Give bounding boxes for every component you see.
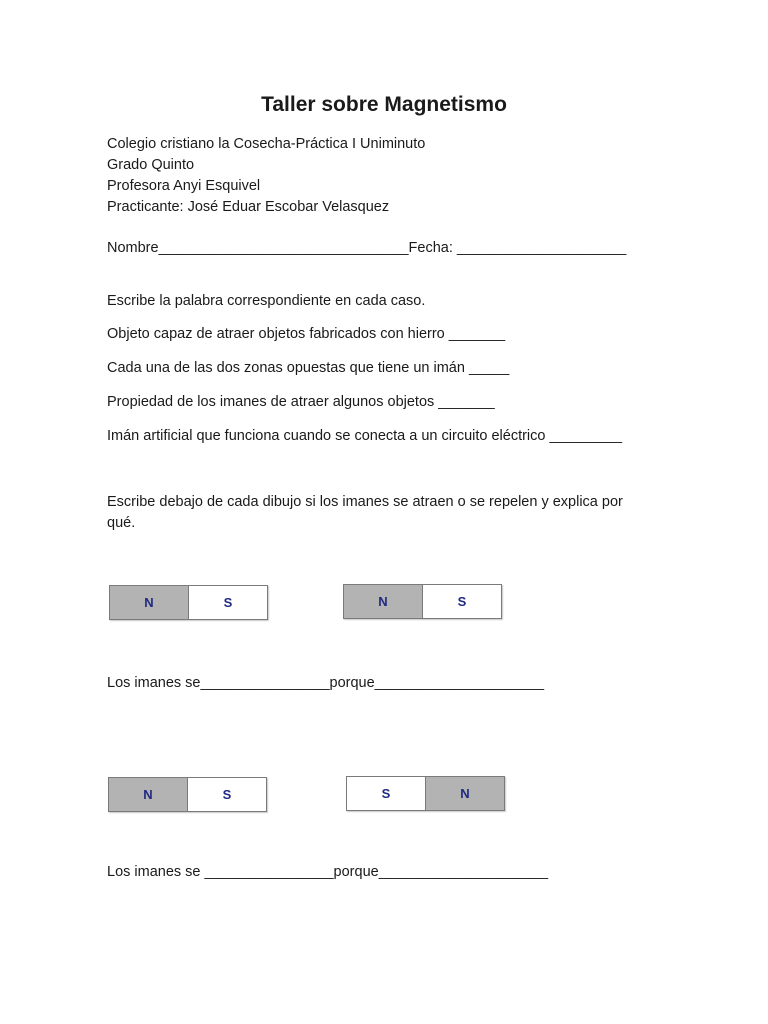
- north-pole: N: [109, 778, 187, 811]
- magnet-pair1-left: [109, 585, 268, 620]
- answer-line-2: Los imanes se ________________porque_____________________: [107, 864, 549, 880]
- grade-line: Grado Quinto: [107, 157, 195, 173]
- question-3: Propiedad de los imanes de atraer algunos objetos _______: [107, 394, 495, 410]
- magnet-pair2-left: [108, 777, 267, 812]
- south-pole: S: [347, 777, 425, 810]
- section1-instruction: Escribe la palabra correspondiente en cada caso.: [107, 293, 426, 309]
- south-pole: S: [187, 778, 266, 811]
- north-pole: N: [110, 586, 188, 619]
- question-2: Cada una de las dos zonas opuestas que tiene un imán _____: [107, 360, 510, 376]
- south-pole: S: [188, 586, 267, 619]
- practitioner-line: Practicante: José Eduar Escobar Velasquez: [107, 199, 390, 215]
- answer-line-1: Los imanes se________________porque_____________________: [107, 675, 545, 691]
- north-pole: N: [425, 777, 504, 810]
- section2-instruction: Escribe debajo de cada dibujo si los imanes se atraen o se repelen y explica por qué.: [107, 494, 623, 531]
- magnet-pair1-right: [343, 584, 502, 619]
- name-date-line: Nombre_______________________________Fecha: _____________________: [107, 240, 627, 256]
- school-line: Colegio cristiano la Cosecha-Práctica I Uniminuto: [107, 136, 426, 152]
- north-pole: N: [344, 585, 422, 618]
- page-title: Taller sobre Magnetismo: [261, 93, 507, 116]
- question-4: Imán artificial que funciona cuando se conecta a un circuito eléctrico _________: [107, 428, 623, 444]
- teacher-line: Profesora Anyi Esquivel: [107, 178, 261, 194]
- south-pole: S: [422, 585, 501, 618]
- magnet-pair2-right: [346, 776, 505, 811]
- question-1: Objeto capaz de atraer objetos fabricados con hierro _______: [107, 326, 506, 342]
